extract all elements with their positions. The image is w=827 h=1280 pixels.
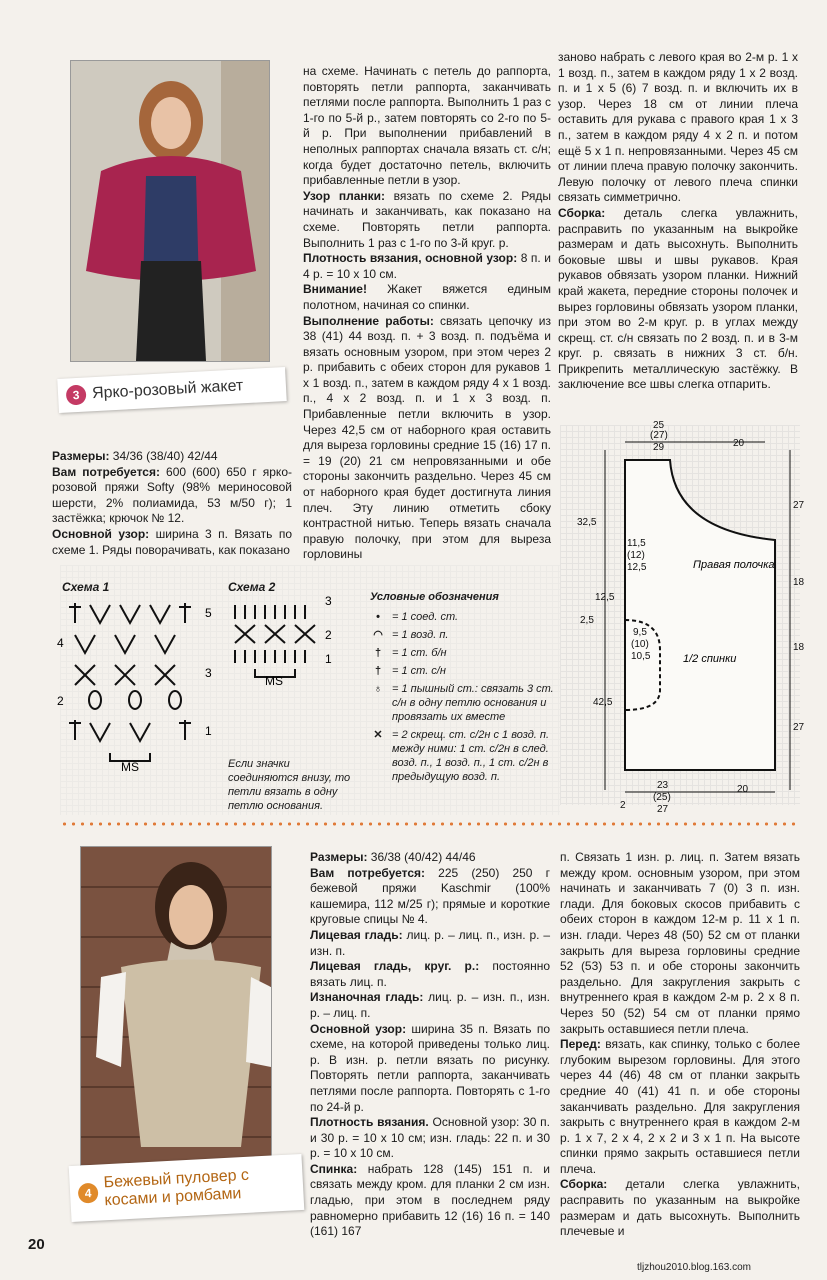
project-title: Ярко-розовый жакет: [91, 377, 244, 403]
pattern-diagram: [565, 420, 805, 815]
section-divider: [60, 822, 800, 826]
schema1-title: Схема 1: [62, 580, 110, 594]
svg-text:12,5: 12,5: [595, 592, 615, 603]
legend-item: † = 1 ст. с/н: [374, 665, 446, 677]
legend-item: • = 1 соед. ст.: [376, 611, 459, 623]
svg-text:20: 20: [737, 784, 749, 795]
text-column-right: заново набрать с левого края во 2-м р. 1 х 1 возд. п., затем в каждом ряду 1 х 2 возд. п. и 1 х 5 (6) 7 возд. п. и включить их в узор. Через 18 см от линии плеча оставить для рукава с правого края 1 х 3 п., затем в каждом ряду 4 х 2 п. и потом ещё 5 х 1 п. непровязанными. Через 45 см от линии плеча правую полочку закончить. Левую полочку от левого плеча спинки связать симметрично. Сборка: деталь слегка увлажнить, расправить по указанным на выкройке размерам и дать высохнуть. Выполнить боковые швы и швы рукавов. Края рукавов обвязать узором планки. Нижний край жакета, передние стороны полочек и вырез горловины обвязать узором планки, при этом во 2-м круг. р. в углах между скрещ. ст. с/н связать по 2 возд. п. и в 3-м круг. р. связать в нижних 3 ст. б/н. Прикрепить металлическую застёжку. В заключение все швы слегка отпарить.: [558, 50, 798, 392]
svg-text:27: 27: [793, 500, 805, 511]
text-column-middle: на схеме. Начинать с петель до раппорта, повторять петли раппорта, заканчивать петлями после раппорта. Выполнить 1 раз с 1-го по 5-й р., затем повторять со 2-го по 5-й р. При выполнении прибавлений в неполных раппортах сначала вязать ст. с/н; когда будет достаточно петель, включить прибавленные петли в узор. Узор планки: вязать по схеме 2. Ряды начинать и заканчивать, как показано на схеме. Повторять петли раппорта. Выполнить 1 раз с 1-го по 3-й круг. р. Плотность вязания, основной узор: 8 п. и 4 р. = 10 х 10 см. Внимание! Жакет вяжется единым полотном, начиная со спинки. Выполнение работы: связать цепочку из 38 (41) 44 возд. п. + 3 возд. п. подъёма и вязать основным узором, при этом через 2 р. прибавить с обеих сторон для рукавов 1 х 1 возд. п., затем в каждом ряду 4 х 1 возд. п., 4 х 2 возд. п. и 1 х 3 возд. п. Прибавленные петли включить в узор. Через 42,5 см от наборного края оставить для выреза горловины средние 15 (16) 17 п. = 19 (20) 21 см непровязанными и обе стороны закончить раздельно. Через 45 см от наборного края будет достигнута линия плеч. Эту линию отметить сбоку контрастной нитью. Теперь вязать сначала правую полочку, при этом для выреза горловины: [303, 64, 551, 562]
legend-item: ♁ = 1 пышный ст.: связать 3 ст. с/н в одну петлю основания и провязать их вместе: [373, 683, 554, 723]
svg-text:18: 18: [793, 642, 805, 653]
svg-text:(12): (12): [627, 550, 645, 561]
svg-text:2,5: 2,5: [580, 615, 594, 626]
photo-beige-pullover: [80, 846, 272, 1166]
page-number: 20: [28, 1236, 45, 1253]
legend-title: Условные обозначения: [370, 591, 499, 603]
schema1-row-2: 2: [57, 694, 64, 708]
schema1-row-1: 1: [205, 724, 212, 738]
schema1-row-3: 3: [205, 666, 212, 680]
svg-text:27: 27: [793, 722, 805, 733]
schema2-title: Схема 2: [228, 580, 276, 594]
schema-note: Если значки соединяются внизу, то петли вязать в одну петлю основания.: [228, 758, 351, 812]
project-title: Бежевый пуловер с косами и ромбами: [103, 1167, 250, 1210]
svg-text:18: 18: [793, 577, 805, 588]
schema1-ms-label: MS: [121, 760, 139, 774]
legend: [370, 590, 560, 788]
svg-text:20: 20: [733, 438, 745, 449]
schema2-ms-label: MS: [265, 674, 283, 685]
text-column-left: Размеры: 34/36 (38/40) 42/44 Вам потребуется: 600 (600) 650 г ярко-розовой пряжи Softy (98% мериносовой шерсти, 2% полиамида, 53 м/50 г); 1 застёжка; крючок № 12. Основной узор: ширина 3 п. Вязать по схеме 1. Ряды поворачивать, как показано: [52, 449, 292, 557]
footer-watermark: tljzhou2010.blog.163.com: [637, 1262, 751, 1273]
svg-text:(27): (27): [650, 430, 668, 441]
schema2-row-3: 3: [325, 595, 332, 608]
svg-text:25: 25: [653, 420, 665, 431]
schema2-row-2: 2: [325, 628, 332, 642]
schema1-row-4: 4: [57, 636, 64, 650]
legend-item: ✕ = 2 скрещ. ст. с/2н с 1 возд. п. между ними: 1 ст. с/2н в след. возд. п., 1 возд. п., 1 ст. с/2н в предыдущую возд. п.: [373, 729, 550, 783]
svg-text:(10): (10): [631, 639, 649, 650]
svg-text:11,5: 11,5: [627, 538, 646, 549]
schema1-row-5: 5: [205, 606, 212, 620]
svg-text:42,5: 42,5: [593, 697, 613, 708]
project-number-badge: 4: [78, 1183, 99, 1204]
project-number-badge: 3: [66, 385, 87, 406]
crochet-chart-2: [225, 595, 345, 685]
legend-item: ◠ = 1 возд. п.: [373, 629, 449, 641]
tag-project-3: [57, 367, 286, 413]
svg-text:9,5: 9,5: [633, 627, 647, 638]
svg-text:10,5: 10,5: [631, 651, 651, 662]
svg-text:2: 2: [620, 800, 626, 811]
svg-text:32,5: 32,5: [577, 517, 597, 528]
svg-text:12,5: 12,5: [627, 562, 647, 573]
pattern-label-back: 1/2 спинки: [683, 653, 737, 665]
tag-project-4: [69, 1154, 305, 1222]
svg-text:(25): (25): [653, 792, 671, 803]
legend-item: † = 1 ст. б/н: [374, 647, 447, 659]
crochet-chart-1: [55, 595, 225, 775]
schema2-row-1: 1: [325, 652, 332, 666]
svg-text:23: 23: [657, 780, 669, 791]
photo-pink-jacket: [70, 60, 270, 362]
model-figure-2: [81, 847, 271, 1165]
pattern-label-front: Правая полочка: [693, 559, 775, 571]
svg-text:29: 29: [653, 442, 665, 453]
text-column-bottom-left: Размеры: 36/38 (40/42) 44/46 Вам потребуется: 225 (250) 250 г бежевой пряжи Kaschmir (100% кашемира, 112 м/25 г); прямые и короткие круговые спицы № 4. Лицевая гладь: лиц. р. – лиц. п., изн. р. – изн. п. Лицевая гладь, круг. р.: постоянно вязать лиц. п. Изнаночная гладь: лиц. р. – изн. п., изн. р. – лиц. п. Основной узор: ширина 35 п. Вязать по схеме, на которой приведены только лиц. р. В изн. р. петли вязать по рисунку. Повторять петли раппорта, заканчивать петлями после раппорта. Повторять с 1-го по 24-й р. Плотность вязания. Основной узор: 30 п. и 30 р. = 10 х 10 см; изн. гладь: 22 п. и 30 р. = 10 х 10 см. Спинка: набрать 128 (145) 151 п. и связать между кром. для планки 2 см изн. гладью, при этом в последнем ряду равномерно прибавить 12 (16) 16 п. = 140 (161) 167: [310, 850, 551, 1239]
svg-text:27: 27: [657, 804, 669, 815]
text-column-bottom-right: п. Связать 1 изн. р. лиц. п. Затем вязать между кром. основным узором, при этом начинать и заканчивать 7 (0) 3 п. изн. глади. Для боковых скосов прибавить с обеих сторон в каждом 12-м р. 11 х 1 п. изн. глади. Через 48 (50) 52 см от планки закрыть для выреза горловины средние 52 (53) 53 п. и обе стороны закончить раздельно. Для закругления закрыть с внутреннего края в каждом 2-м р. 2 х 8 п. Через 50 (52) 54 см от планки прямо закрыть оставшиеся петли плеча. Перед: вязать, как спинку, только с более глубоким вырезом горловины. Для этого через 44 (46) 48 см от планки закрыть средние 40 (41) 41 п. и обе стороны заканчивать раздельно. Для закругления закрыть с внутреннего края в каждом 2-м р. 1 х 7, 2 х 4, 2 х 2 и 3 х 1 п. На высоте спинки прямо закрыть оставшиеся петли плеча. Сборка: детали слегка увлажнить, расправить по указанным на выкройке размерам и дать высохнуть. Выполнить плечевые и: [560, 850, 800, 1239]
model-figure-1: [71, 61, 269, 361]
